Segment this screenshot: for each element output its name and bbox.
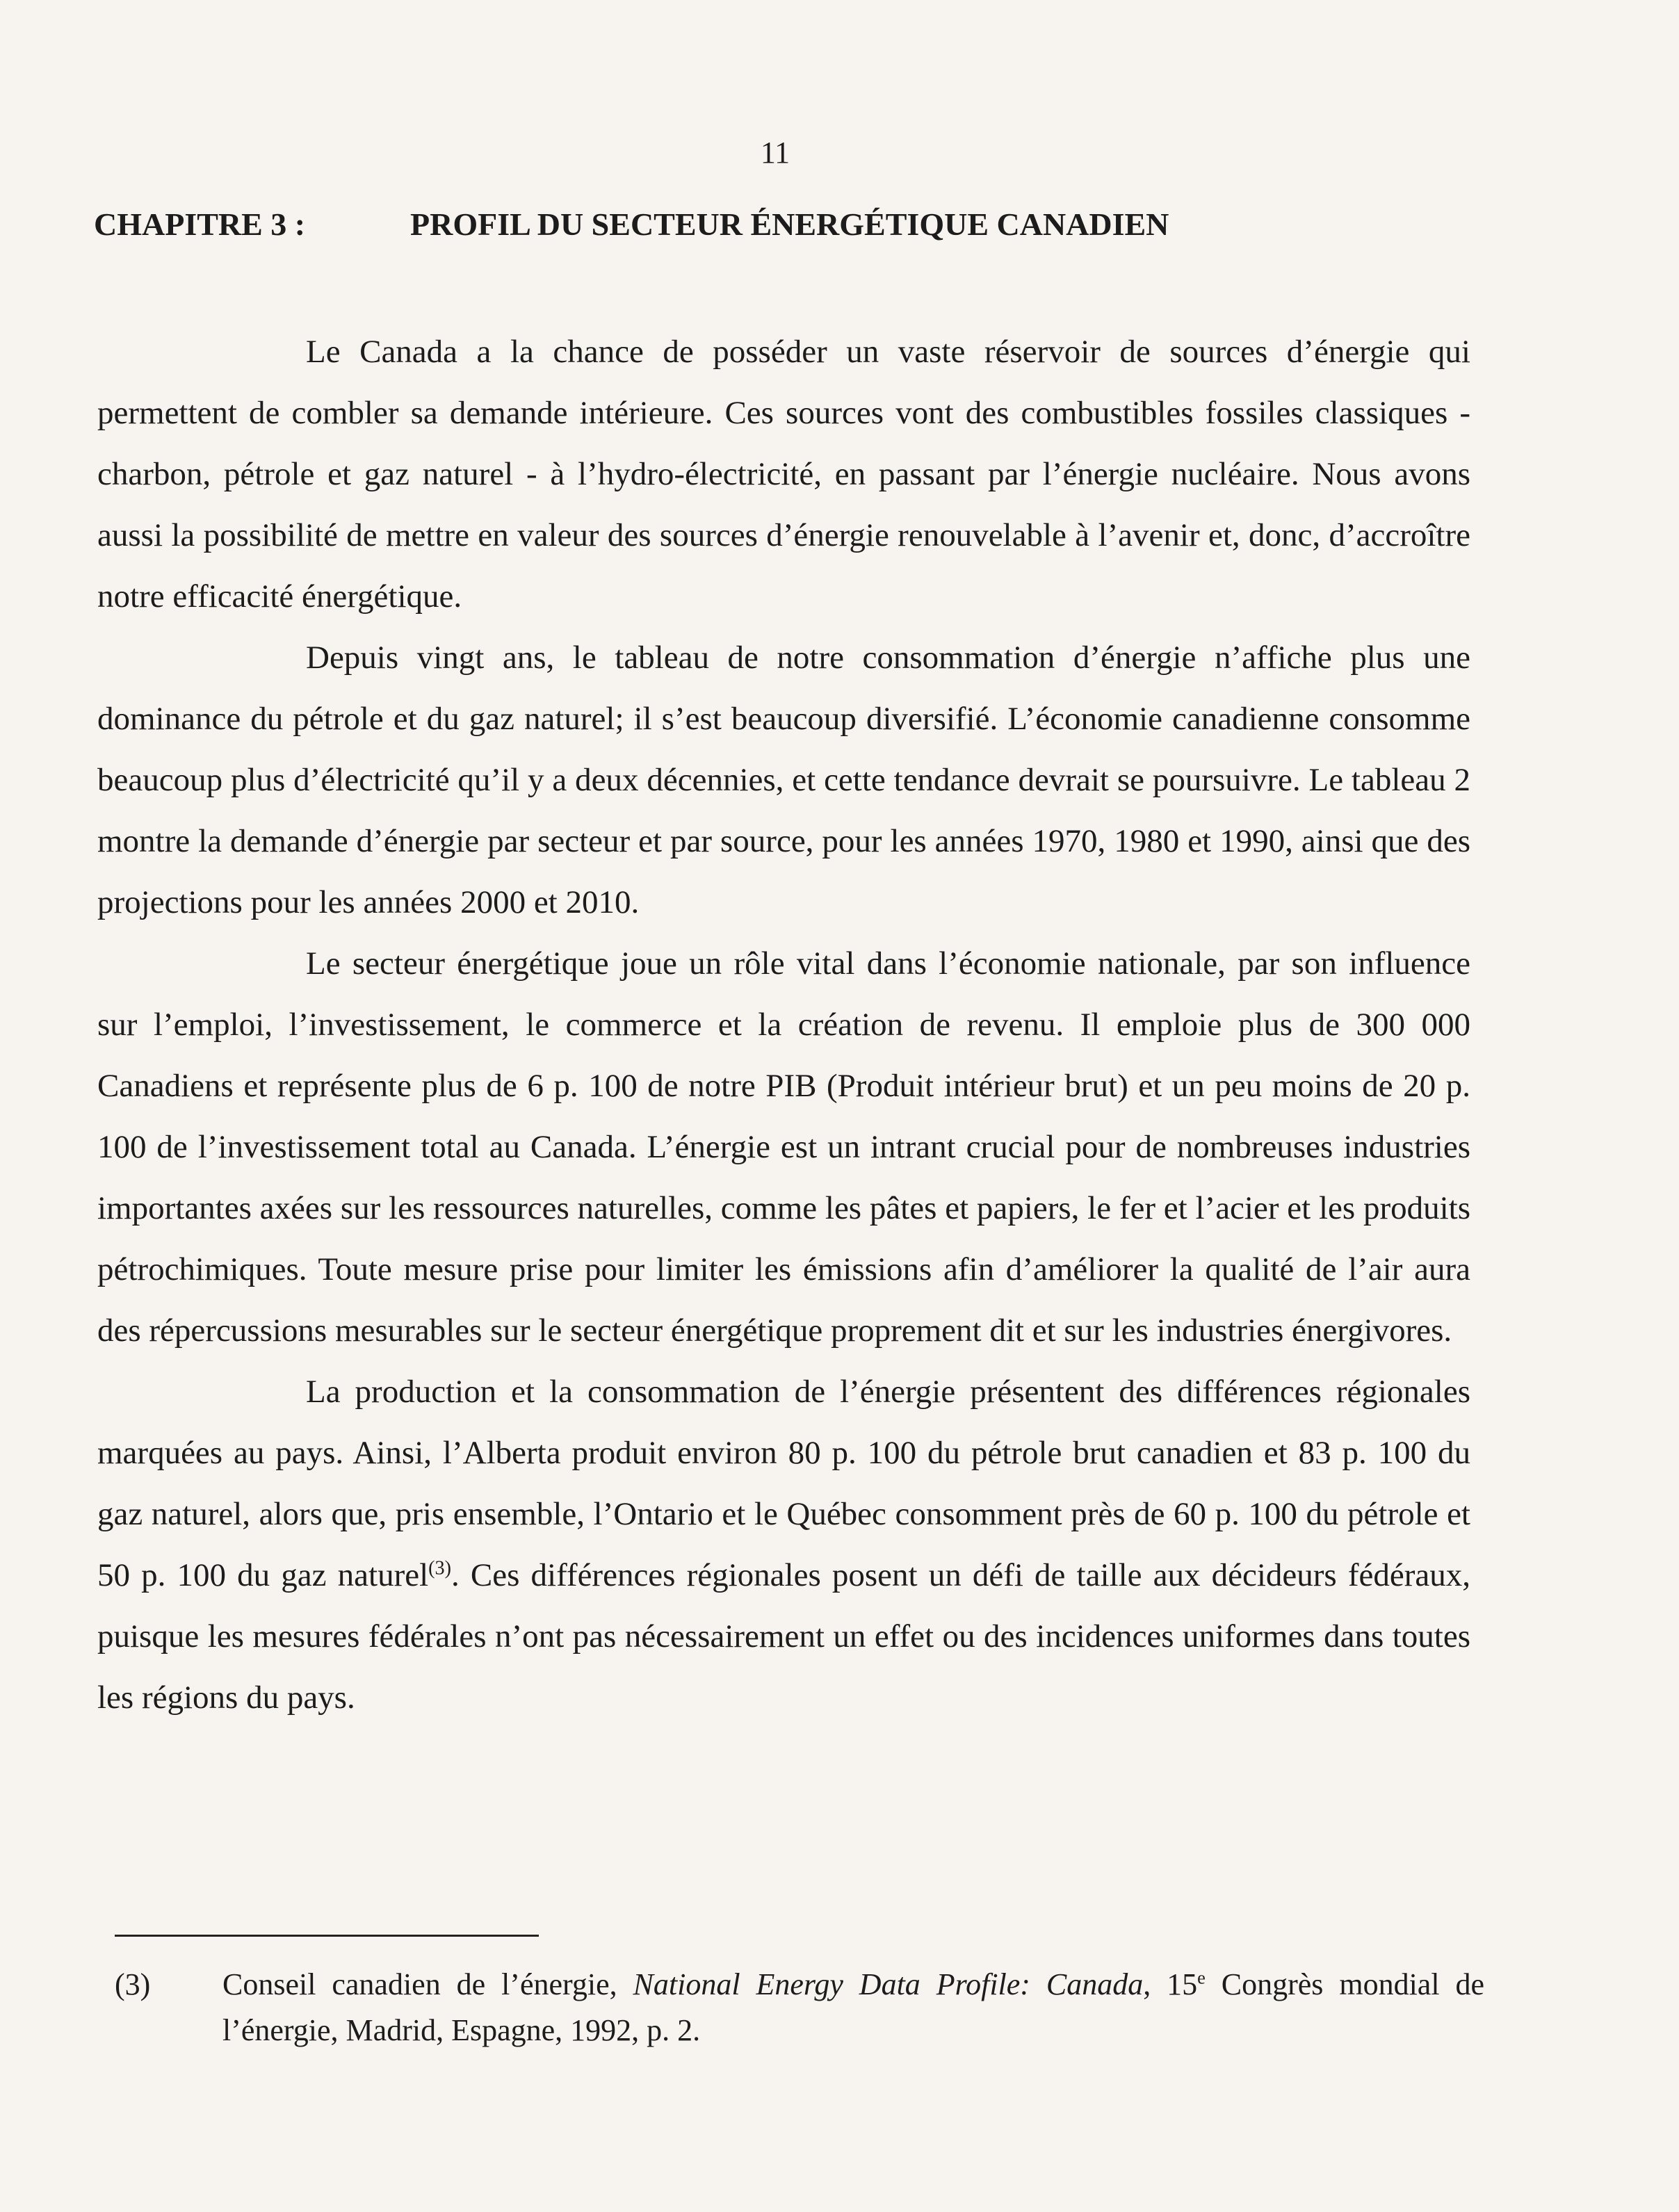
footnote-marker: (3) xyxy=(115,1967,151,2001)
chapter-label: CHAPITRE 3 : xyxy=(94,206,306,242)
chapter-title: PROFIL DU SECTEUR ÉNERGÉTIQUE CANADIEN xyxy=(410,206,1169,242)
footnote-reference: (3) xyxy=(428,1557,452,1579)
paragraph-4-text-after-ref: . Ces différences régionales posent un défi de taille aux décideurs fédéraux, puisque les mesures fédérales n’ont pas nécessairement un effet ou des incidences uniformes dans toutes les régions du pays. xyxy=(97,1557,1470,1716)
paragraph-4-text-before-ref: La production et la consommation de l’énergie présentent des différences régionales marquées au pays. Ainsi, l’Alberta produit environ 80 p. 100 du pétrole brut canadien et 83 p. 100 du gaz naturel, alors que, pris ensemble, l’Ontario et le Québec consomment près de 60 p. 100 du pétrole et 50 p. 100 du gaz naturel xyxy=(97,1374,1470,1593)
footnote-text-before: Conseil canadien de l’énergie, xyxy=(222,1967,633,2001)
chapter-heading xyxy=(94,206,1484,242)
body-text xyxy=(97,321,1470,1728)
footnote-text-mid: , 15 xyxy=(1143,1967,1198,2001)
footnote-source-title: National Energy Data Profile: Canada xyxy=(633,1967,1144,2001)
footnote-divider xyxy=(115,1935,539,1937)
footnote-text-after: Congrès mondial de l’énergie, Madrid, Espagne, 1992, p. 2. xyxy=(222,1967,1484,2047)
footnote-ordinal-superscript: e xyxy=(1197,1967,1206,1988)
paragraph-3: Le secteur énergétique joue un rôle vital dans l’économie nationale, par son influence sur l’emploi, l’investissement, le commerce et la création de revenu. Il emploie plus de 300 000 Canadiens et représente plus de 6 p. 100 de notre PIB (Produit intérieur brut) et un peu moins de 20 p. 100 de l’investissement total au Canada. L’énergie est un intrant crucial pour de nombreuses industries importantes axées sur les ressources naturelles, comme les pâtes et papiers, le fer et l’acier et les produits pétrochimiques. Toute mesure prise pour limiter les émissions afin d’améliorer la qualité de l’air aura des répercussions mesurables sur le secteur énergétique proprement dit et sur les industries énergivores. xyxy=(97,945,1470,1349)
paragraph-1: Le Canada a la chance de posséder un vaste réservoir de sources d’énergie qui permettent de combler sa demande intérieure. Ces sources vont des combustibles fossiles classiques - charbon, pétrole et gaz naturel - à l’hydro-électricité, en passant par l’énergie nucléaire. Nous avons aussi la possibilité de mettre en valeur des sources d’énergie renouvelable à l’avenir et, donc, d’accroître notre efficacité énergétique. xyxy=(97,334,1470,615)
footnote-text xyxy=(222,1962,1484,2054)
paragraph-2: Depuis vingt ans, le tableau de notre consommation d’énergie n’affiche plus une dominance du pétrole et du gaz naturel; il s’est beaucoup diversifié. L’économie canadienne consomme beaucoup plus d’électricité qu’il y a deux décennies, et cette tendance devrait se poursuivre. Le tableau 2 montre la demande d’énergie par secteur et par source, pour les années 1970, 1980 et 1990, ainsi que des projections pour les années 2000 et 2010. xyxy=(97,640,1470,920)
page-number: 11 xyxy=(760,136,790,170)
footnote xyxy=(115,1962,1484,2054)
paragraph-4 xyxy=(97,1361,1470,1728)
